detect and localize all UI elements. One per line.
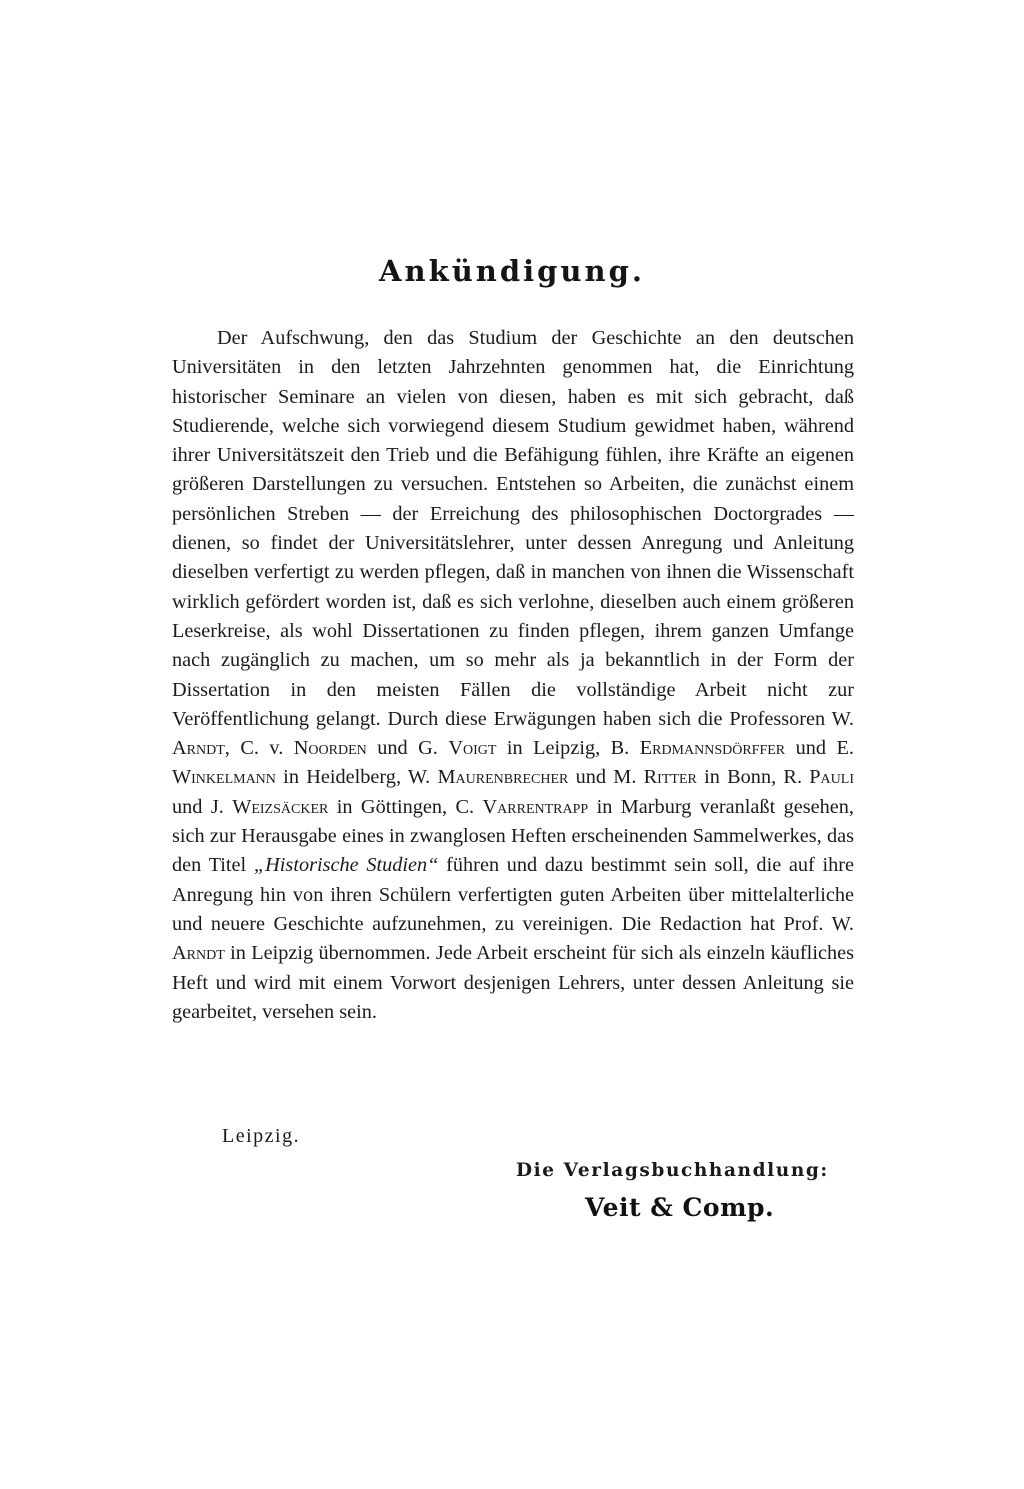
series-title: „Historische Studien“ [253, 854, 439, 877]
body-text-segment: in Leipzig übernommen. Jede Arbeit erscheint für sich als einzeln käufliches Heft und wird mit einem Vorwort desjenigen Lehrers, unter dessen Anleitung sie gearbeitet, versehen sein. [172, 942, 854, 1023]
announcement-paragraph [172, 324, 854, 1027]
body-text-segment: Der Aufschwung, den das Studium der Geschichte an den deutschen Universitäten in den letzten Jahrzehnten genommen hat, die Einrichtung historischer Seminare an vielen von diesen, haben es mit sich gebracht, daß Studierende, welche sich vorwiegend diesem Studium gewidmet haben, während ihrer Universitätszeit den Trieb und die Befähigung fühlen, ihre Kräfte an eigenen größeren Darstellungen zu versuchen. Entstehen so Arbeiten, die zunächst einem persönlichen Streben — der Erreichung des philosophischen Doctorgrades — dienen, so findet der Universitätslehrer, unter dessen Anregung und Anleitung dieselben verfertigt zu werden pflegen, daß in manchen von ihnen die Wissenschaft wirklich gefördert worden ist, daß es sich verlohne, dieselben auch einem größeren Leserkreise, als wohl Dissertationen zu finden pflegen, ihrem ganzen Umfange nach zugänglich zu machen, um so mehr als ja bekanntlich in der Form der Dissertation in den meisten Fällen die vollständige Arbeit nicht zur Veröffentlichung gelangt. Durch diese Erwägungen haben sich die Professoren W. [172, 327, 854, 730]
professor-name: Erdmannsdörffer [639, 737, 786, 760]
body-text-segment: in Leipzig, B. [496, 737, 640, 760]
body-text-segment: und G. [366, 737, 449, 760]
professor-name: Noorden [293, 737, 367, 760]
body-text-segment: und E. [785, 737, 854, 760]
body-text-segment: führen und dazu bestimmt sein soll, die auf ihre Anregung hin von ihren Schülern verfertigten guten Arbeiten über mittelalterliche und neuere Geschichte aufzunehmen, zu vereinigen. Die Redaction hat Prof. W. [172, 854, 854, 935]
body-text-segment: in Bonn, R. [696, 766, 810, 789]
body-text-segment: und M. [568, 766, 644, 789]
professor-name: Winkelmann [172, 766, 276, 789]
publisher-label: Die Verlagsbuchhandlung: [516, 1160, 829, 1181]
professor-name: Maurenbrecher [437, 766, 569, 789]
body-text-segment: , C. v. [224, 737, 294, 760]
professor-name: Pauli [809, 766, 854, 789]
professor-name: Voigt [448, 737, 497, 760]
body-text-segment: in Marburg veranlaßt gesehen, sich zur Herausgabe eines in zwanglosen Heften erscheinenden Sammelwerkes, das den Titel [172, 795, 855, 877]
professor-name: Varrentrapp [482, 795, 589, 818]
professor-name: Weizsäcker [232, 795, 329, 818]
place-line: Leipzig. [222, 1125, 301, 1147]
body-text-segment: in Göttingen, C. [328, 795, 483, 818]
body-text-segment: in Heidelberg, W. [275, 766, 438, 789]
professor-name: Ritter [643, 766, 697, 789]
body-text-segment: und J. [172, 795, 233, 818]
professor-name: Arndt [172, 942, 225, 965]
publisher-name: Veit & Comp. [585, 1193, 775, 1222]
page-title: Ankündigung. [379, 254, 645, 288]
professor-name: Arndt [172, 737, 225, 760]
